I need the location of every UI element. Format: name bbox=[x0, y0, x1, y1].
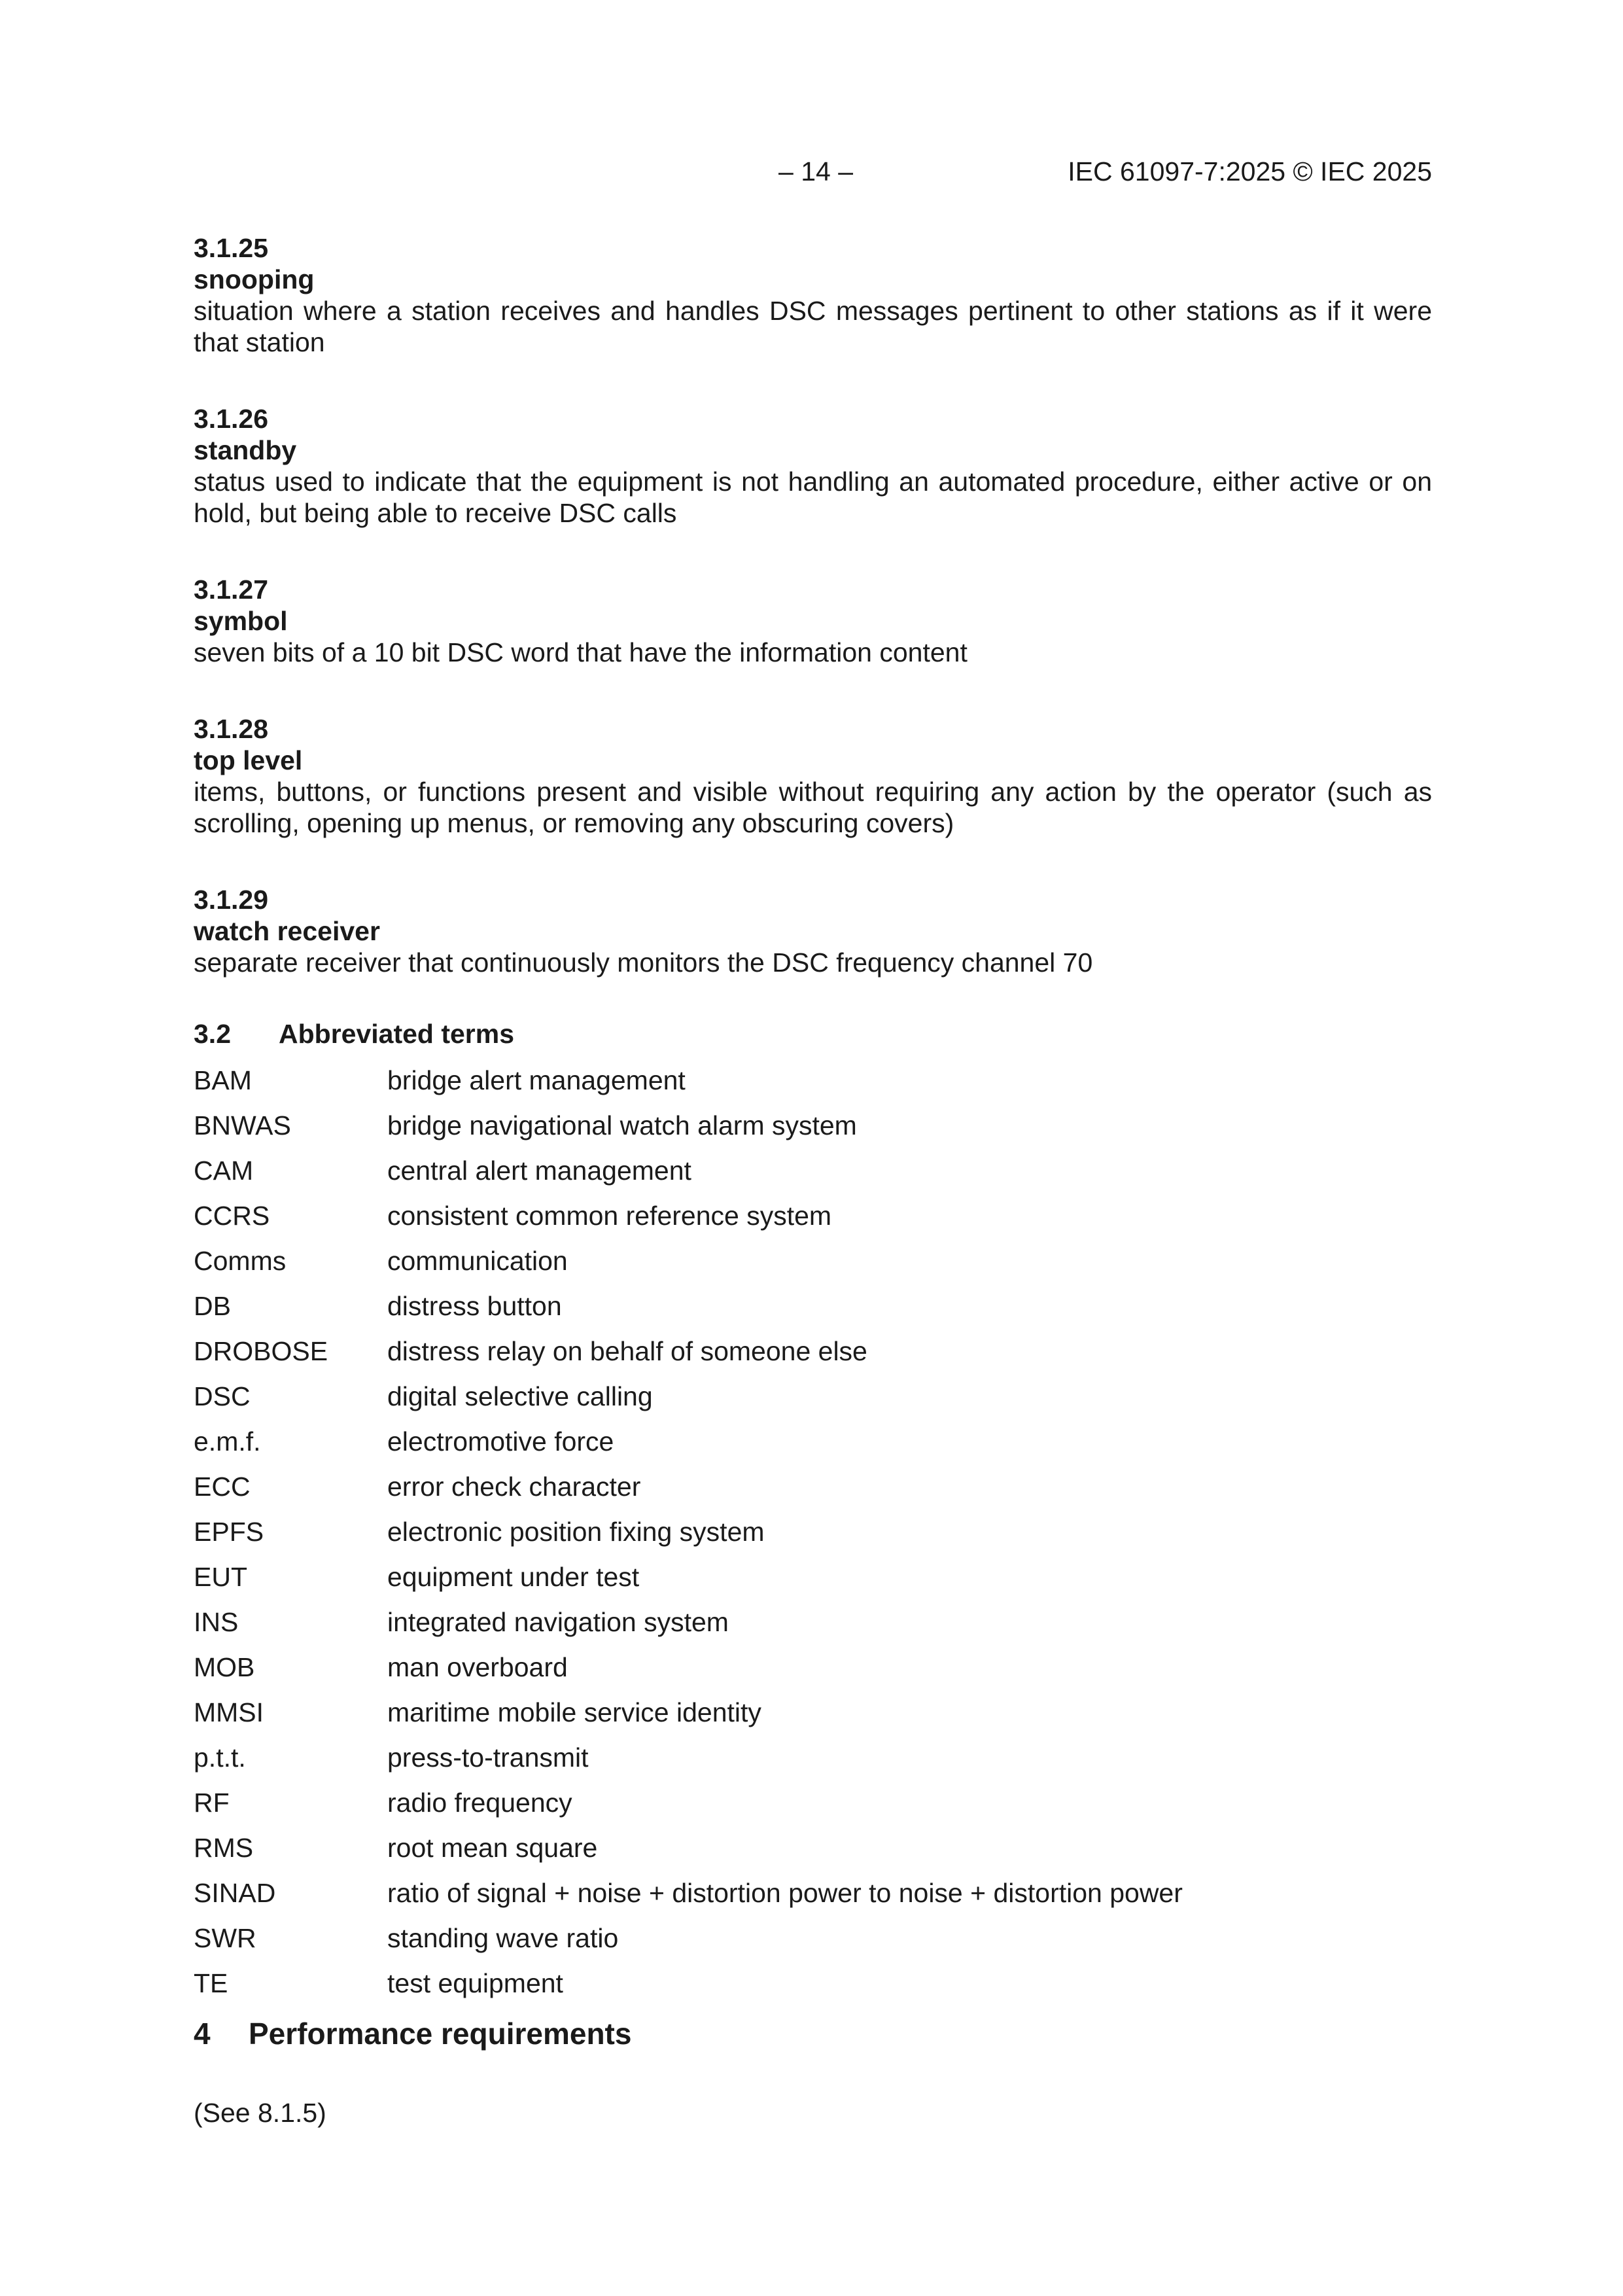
abbreviation-term: MMSI bbox=[194, 1697, 264, 1727]
abbreviation-definition: press-to-transmit bbox=[387, 1742, 589, 1773]
abbreviations-list bbox=[194, 1057, 1432, 2005]
abbreviation-term: Comms bbox=[194, 1245, 287, 1276]
abbreviation-term: BAM bbox=[194, 1065, 252, 1095]
abbreviation-definition: equipment under test bbox=[387, 1561, 640, 1592]
abbreviation-definition: electromotive force bbox=[387, 1426, 614, 1457]
abbreviation-row bbox=[194, 1915, 1432, 1960]
abbreviation-row bbox=[194, 1780, 1432, 1825]
abbreviation-term: EPFS bbox=[194, 1516, 264, 1547]
abbreviation-row bbox=[194, 1599, 1432, 1644]
term-entry bbox=[194, 232, 1432, 358]
abbreviation-definition: maritime mobile service identity bbox=[387, 1697, 761, 1727]
term-def: status used to indicate that the equipment is not handling an automated procedure, either active or on hold, but being able to receive DSC calls bbox=[194, 467, 1432, 528]
abbreviation-row bbox=[194, 1283, 1432, 1328]
abbreviation-definition: man overboard bbox=[387, 1651, 568, 1682]
term-number: 3.1.26 bbox=[194, 404, 268, 434]
abbreviation-definition: root mean square bbox=[387, 1832, 598, 1863]
abbreviation-row bbox=[194, 1960, 1432, 2005]
clause-title: Performance requirements bbox=[249, 2017, 632, 2051]
term-number: 3.1.28 bbox=[194, 714, 268, 744]
term-name: standby bbox=[194, 435, 297, 465]
term-entry bbox=[194, 884, 1432, 978]
abbreviation-term: p.t.t. bbox=[194, 1742, 246, 1773]
abbreviation-definition: test equipment bbox=[387, 1968, 563, 1998]
abbreviation-row bbox=[194, 1825, 1432, 1870]
abbreviation-row bbox=[194, 1238, 1432, 1283]
abbreviation-term: EUT bbox=[194, 1561, 247, 1592]
abbreviation-row bbox=[194, 1509, 1432, 1554]
abbreviation-term: BNWAS bbox=[194, 1110, 291, 1140]
abbreviation-row bbox=[194, 1419, 1432, 1464]
abbreviation-term: MOB bbox=[194, 1651, 255, 1682]
abbreviation-row bbox=[194, 1870, 1432, 1915]
term-entry bbox=[194, 574, 1432, 668]
abbreviation-definition: distress relay on behalf of someone else bbox=[387, 1335, 867, 1366]
term-number: 3.1.25 bbox=[194, 233, 268, 263]
abbreviation-definition: distress button bbox=[387, 1290, 562, 1321]
abbreviation-row bbox=[194, 1735, 1432, 1780]
abbreviation-row bbox=[194, 1193, 1432, 1238]
terms-list bbox=[194, 232, 1432, 978]
term-entry bbox=[194, 403, 1432, 529]
clause-number: 4 bbox=[194, 2017, 211, 2051]
abbreviation-row bbox=[194, 1148, 1432, 1193]
clause-heading bbox=[194, 2013, 1432, 2054]
term-def: seven bits of a 10 bit DSC word that have the information content bbox=[194, 637, 968, 667]
term-def: situation where a station receives and handles DSC messages pertinent to other stations as if it were that station bbox=[194, 296, 1432, 357]
abbreviation-row bbox=[194, 1103, 1432, 1148]
abbreviation-term: DROBOSE bbox=[194, 1335, 328, 1366]
abbreviation-definition: radio frequency bbox=[387, 1787, 572, 1818]
abbreviation-term: RMS bbox=[194, 1832, 254, 1863]
abbreviation-term: DB bbox=[194, 1290, 231, 1321]
abbreviation-row bbox=[194, 1689, 1432, 1735]
abbreviation-term: SWR bbox=[194, 1922, 256, 1953]
term-number: 3.1.29 bbox=[194, 885, 268, 915]
term-def: items, buttons, or functions present and visible without requiring any action by the operator (such as scrolling, opening up menus, or removing any obscuring covers) bbox=[194, 777, 1432, 838]
abbreviation-term: CCRS bbox=[194, 1200, 270, 1231]
term-name: snooping bbox=[194, 264, 315, 294]
abbreviation-definition: digital selective calling bbox=[387, 1381, 653, 1411]
abbreviation-row bbox=[194, 1057, 1432, 1103]
section-title: Abbreviated terms bbox=[279, 1019, 515, 1049]
abbreviation-definition: central alert management bbox=[387, 1155, 691, 1186]
clause-note: (See 8.1.5) bbox=[194, 2098, 326, 2128]
term-name: watch receiver bbox=[194, 916, 380, 946]
abbreviation-row bbox=[194, 1373, 1432, 1419]
abbreviation-term: INS bbox=[194, 1606, 239, 1637]
abbreviation-term: ECC bbox=[194, 1471, 251, 1502]
page-number: – 14 – bbox=[778, 156, 853, 186]
abbreviation-term: CAM bbox=[194, 1155, 254, 1186]
section-number: 3.2 bbox=[194, 1019, 231, 1049]
abbreviation-term: DSC bbox=[194, 1381, 251, 1411]
document-id: IEC 61097-7:2025 © IEC 2025 bbox=[1068, 156, 1432, 186]
abbreviation-definition: bridge alert management bbox=[387, 1065, 686, 1095]
term-entry bbox=[194, 713, 1432, 839]
abbreviation-row bbox=[194, 1554, 1432, 1599]
abbreviation-term: RF bbox=[194, 1787, 230, 1818]
abbreviation-term: SINAD bbox=[194, 1877, 276, 1908]
abbreviation-definition: standing wave ratio bbox=[387, 1922, 619, 1953]
abbreviation-term: TE bbox=[194, 1968, 228, 1998]
term-name: symbol bbox=[194, 606, 288, 636]
section-heading-abbreviations bbox=[194, 1018, 1432, 1053]
abbreviation-definition: consistent common reference system bbox=[387, 1200, 832, 1231]
abbreviation-row bbox=[194, 1464, 1432, 1509]
abbreviation-definition: bridge navigational watch alarm system bbox=[387, 1110, 857, 1140]
page-header bbox=[0, 155, 1623, 194]
abbreviation-term: e.m.f. bbox=[194, 1426, 261, 1457]
abbreviation-definition: error check character bbox=[387, 1471, 641, 1502]
page-content bbox=[194, 232, 1432, 2128]
abbreviation-definition: electronic position fixing system bbox=[387, 1516, 765, 1547]
term-name: top level bbox=[194, 745, 303, 775]
abbreviation-definition: integrated navigation system bbox=[387, 1606, 729, 1637]
abbreviation-row bbox=[194, 1644, 1432, 1689]
term-def: separate receiver that continuously monitors the DSC frequency channel 70 bbox=[194, 947, 1093, 978]
abbreviation-definition: ratio of signal + noise + distortion power to noise + distortion power bbox=[387, 1877, 1183, 1908]
abbreviation-definition: communication bbox=[387, 1245, 568, 1276]
abbreviation-row bbox=[194, 1328, 1432, 1373]
term-number: 3.1.27 bbox=[194, 574, 268, 605]
